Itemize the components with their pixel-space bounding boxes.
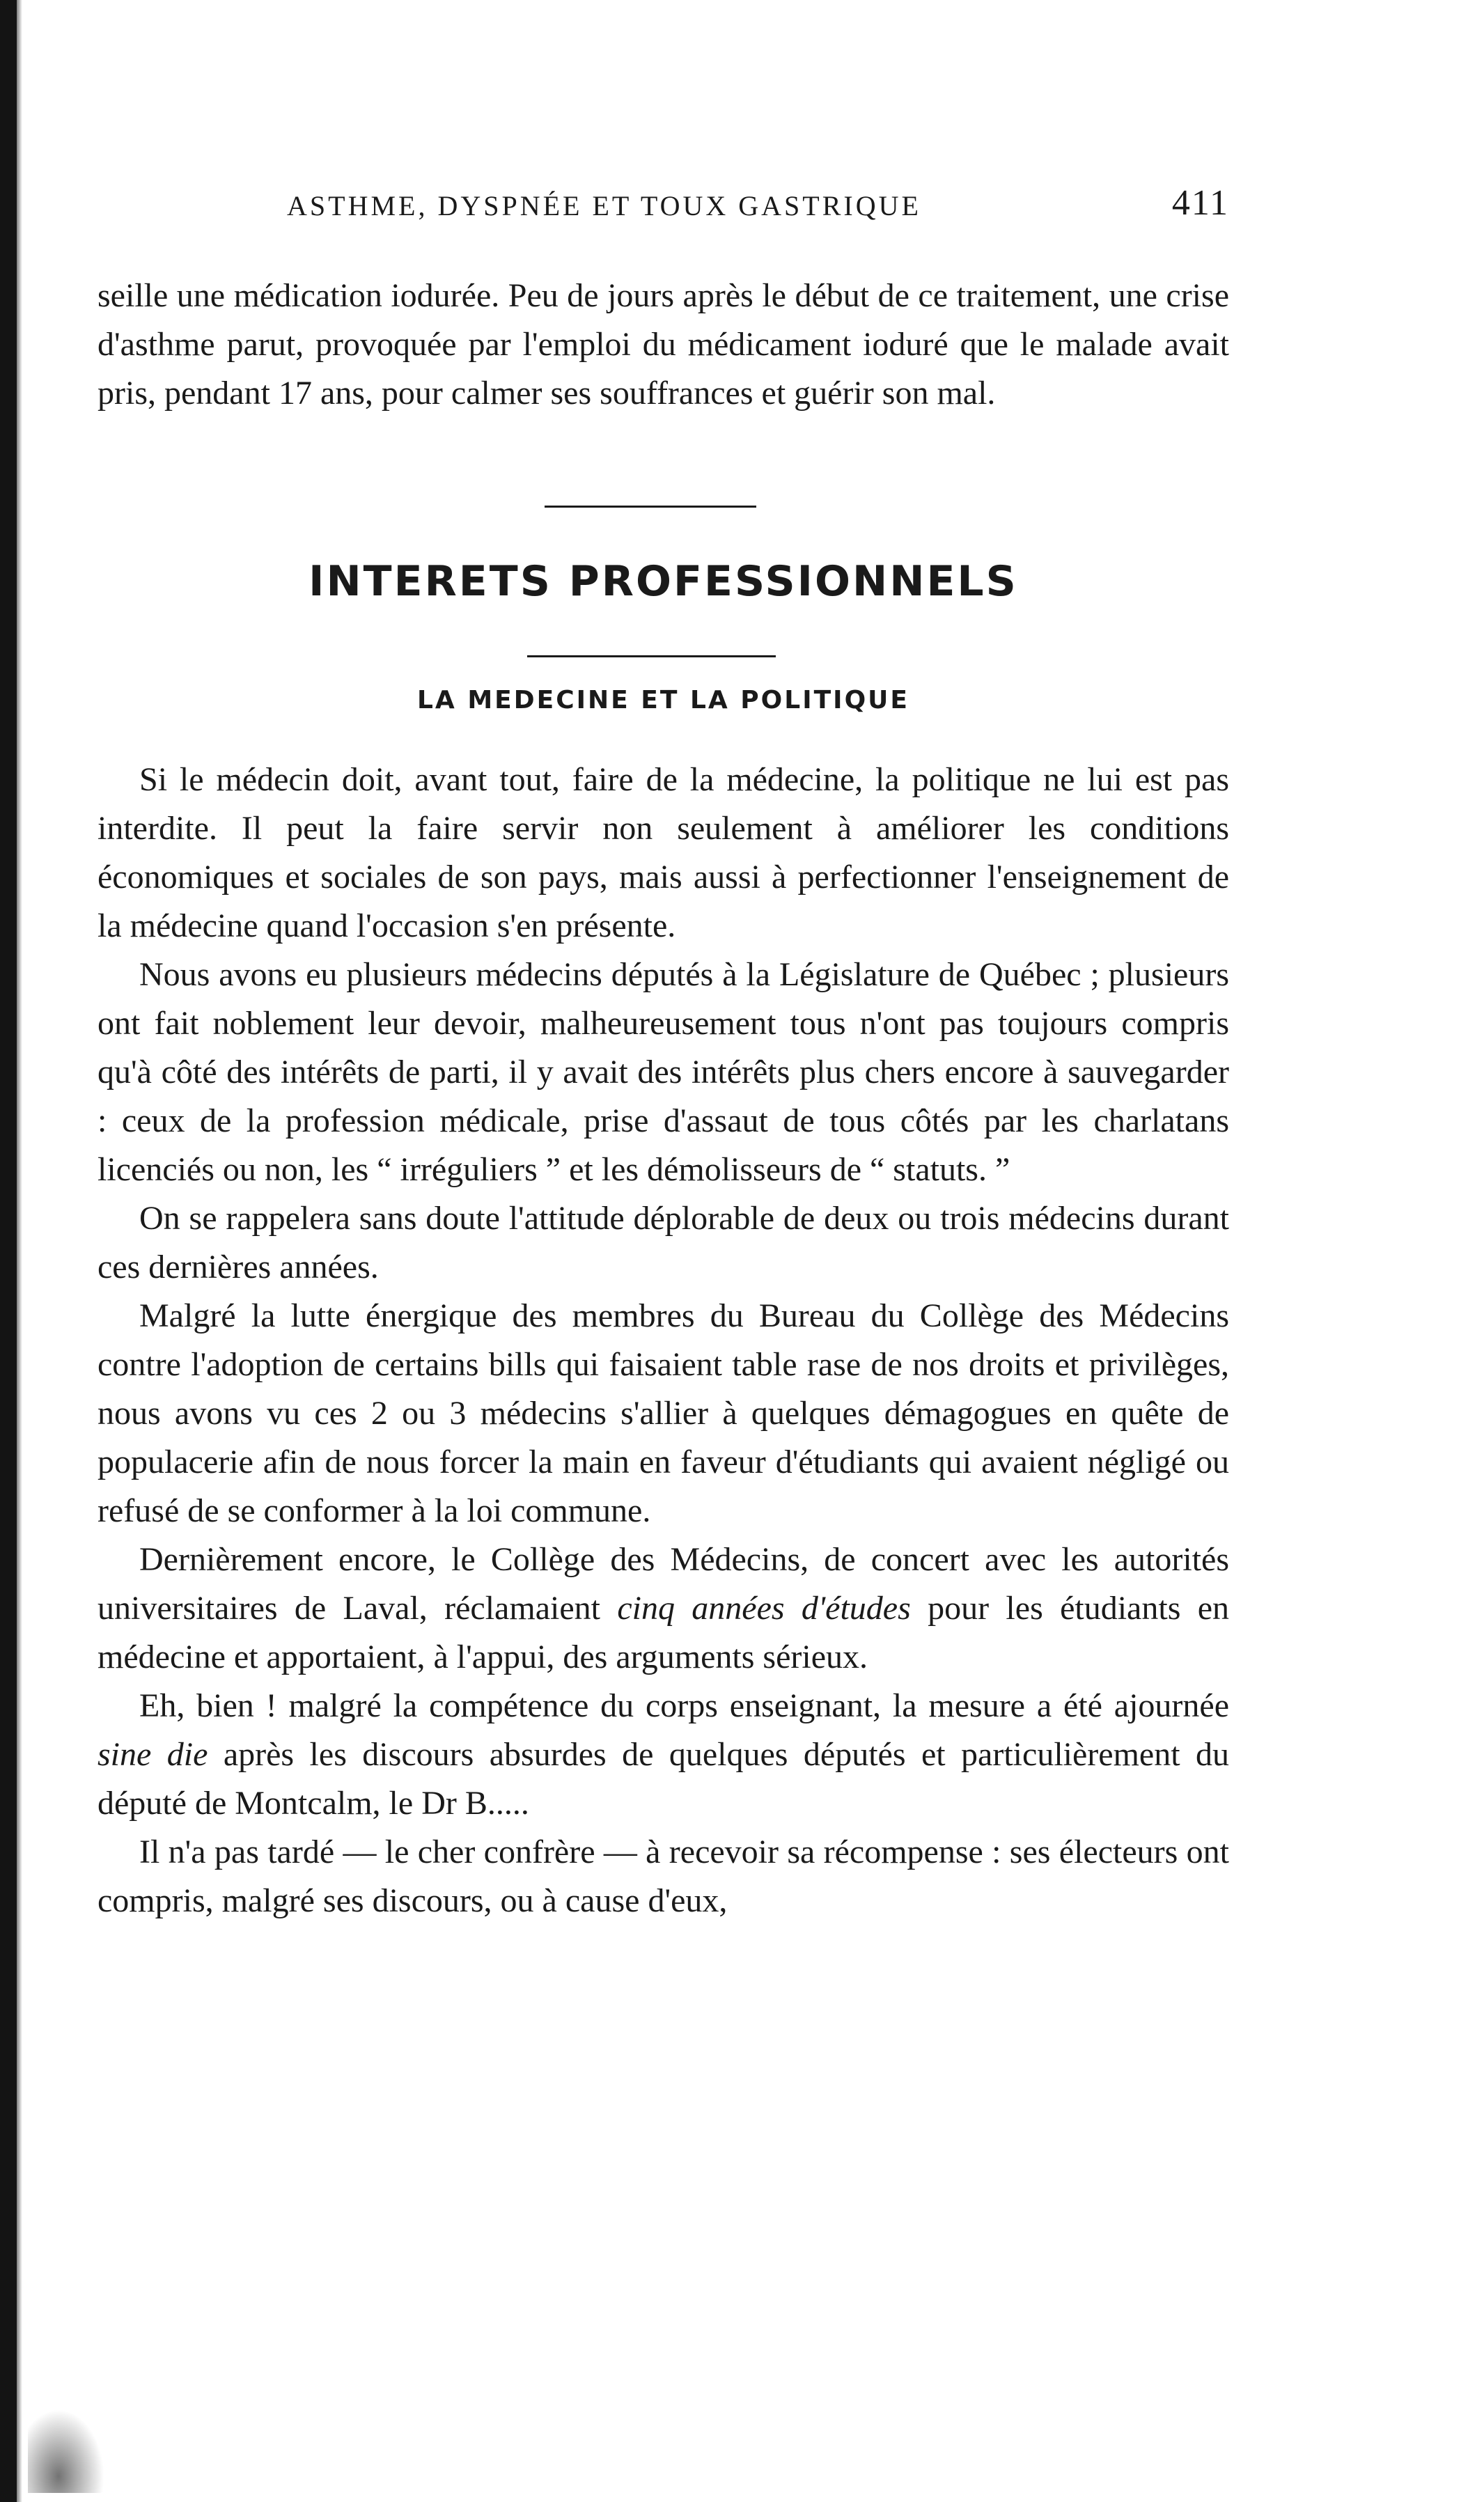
paragraph-6-text-b: après les discours absurdes de quelques députés et particulièrement du député de Montcalm, le Dr B.....: [97, 1736, 1230, 1822]
paragraph-5-italic: cinq années d'études: [617, 1590, 911, 1627]
section-title: INTERETS PROFESSIONNELS: [308, 557, 1018, 606]
paragraph-7: Il n'a pas tardé — le cher confrère — à recevoir sa récompense : ses électeurs ont compris, malgré ses discours, ou à cause d'eux,: [97, 1834, 1229, 1919]
paragraph-6-text-a: Eh, bien ! malgré la compétence du corps enseignant, la mesure a été ajournée: [139, 1687, 1229, 1724]
paragraph-4: Malgré la lutte énergique des membres du Bureau du Collège des Médecins contre l'adoption de certains bills qui faisaient table rase de nos droits et privilèges, nous avons vu ces 2 ou 3 médecins s'allier à quelques démagogues en quête de populacerie afin de nous forcer la main en faveur d'étudiants qui avaient négligé ou refusé de se conformer à la loi commune.: [97, 1297, 1229, 1529]
paragraph-2: Nous avons eu plusieurs médecins députés à la Législature de Québec ; plusieurs ont fait noblement leur devoir, malheureusement tous n'ont pas toujours compris qu'à côté des intérêts de parti, il y avait des intérêts plus chers encore à sauvegarder : ceux de la profession médicale, prise d'assaut de tous côtés par les charlatans licenciés ou non, les “ irréguliers ” et les démolisseurs de “ statuts. ”: [97, 956, 1229, 1188]
subsection-title: LA MEDECINE ET LA POLITIQUE: [416, 686, 909, 714]
paragraph-1: Si le médecin doit, avant tout, faire de la médecine, la politique ne lui est pas interdite. Il peut la faire servir non seulement à améliorer les conditions économiques et sociales de son pays, mais aussi à perfectionner l'enseignement de la médecine quand l'occasion s'en présente.: [97, 761, 1229, 944]
page-number: 411: [1171, 183, 1229, 223]
paragraph-5: [97, 1535, 1229, 1682]
paragraph-5-text-a: Dernièrement encore, le Collège des Médecins, de concert avec les autorités universitaires de Laval, réclamaient: [97, 1541, 1229, 1627]
paragraph-6: [97, 1682, 1229, 1828]
intro-paragraph: seille une médication iodurée. Peu de jours après le début de ce traitement, une crise d'asthme parut, provoquée par l'emploi du médicament ioduré que le malade avait pris, pendant 17 ans, pour calmer ses souffrances et guérir son mal.: [97, 277, 1229, 412]
paragraph-3: On se rappelera sans doute l'attitude déplorable de deux ou trois médecins durant ces dernières années.: [97, 1200, 1229, 1285]
running-title: ASTHME, DYSPNÉE ET TOUX GASTRIQUE: [287, 190, 921, 221]
separator-rule-mid: [527, 655, 776, 657]
article-body: [97, 756, 1229, 1925]
intro-block: [97, 272, 1229, 418]
separator-rule-top: [545, 506, 756, 508]
paragraph-6-italic: sine die: [97, 1736, 208, 1773]
running-head: [279, 182, 1229, 238]
paragraph-5-text-b: pour les étudiants en médecine et apportaient, à l'appui, des arguments sérieux.: [97, 1590, 1230, 1675]
